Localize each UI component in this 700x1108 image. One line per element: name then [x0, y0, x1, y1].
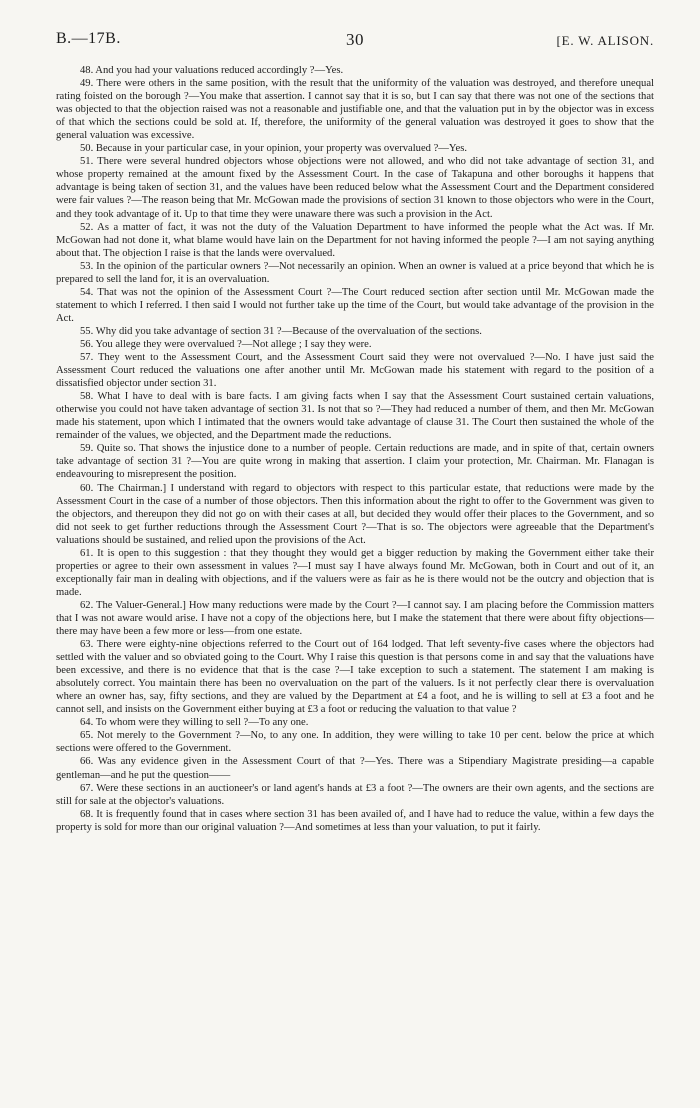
- paragraph-53: 53. In the opinion of the particular owners ?—Not necessarily an opinion. When an owner is valued at a price beyond that which he is prepared to sell the land for, it is an overvaluation.: [56, 260, 654, 285]
- paragraph-63: 63. There were eighty-nine objections referred to the Court out of 164 lodged. That left seventy-five cases where the objectors had settled with the valuer and so obviated going to the Court. Why I raise this question is that persons come in and say that the valuations have been excessive, and there is no evidence that that is the case ?—I take exception to such a statement. The statement I am making is absolutely correct. You maintain there has been no overvaluation on the part of the valuers. Is it not perfectly clear there is overvaluation where an owner has, say, fifty sections, and they are valued by the Department at £4 a foot, and he is willing to sell at £3 a foot and he cannot sell, and insists on the Government either buying at £3 a foot or reducing the valuation to that value ?: [56, 639, 654, 716]
- paragraph-58: 58. What I have to deal with is bare facts. I am giving facts when I say that the Assessment Court sustained certain valuations, otherwise you could not have taken advantage of section 31. Is not that so ?—They had reduced a number of them, and then Mr. McGowan made his statement, upon which I intimated that the owners would take advantage of clause 31. The Court then sustained the whole of the remainder of the values, we objected, and the Department made the reductions.: [56, 391, 654, 442]
- paragraph-65: 65. Not merely to the Government ?—No, to any one. In addition, they were willing to take 10 per cent. below the price at which sections were offered to the Government.: [56, 730, 654, 755]
- page-header: [56, 30, 654, 60]
- paragraph-51: 51. There were several hundred objectors whose objections were not allowed, and who did not take advantage of section 31, and whose property remained at the amount fixed by the Assessment Court. In the case of Takapuna and other boroughs it happens that advantage is being taken of section 31, and the values have been reduced below what the Assessment Court and the Department considered were fair values ?—The reason being that Mr. McGowan made the provisions of section 31 known to those objectors who were in the Court, and they took advantage of it. Up to that time they were unaware there was such a provision in the Act.: [56, 156, 654, 220]
- paragraph-62: 62. The Valuer-General.] How many reductions were made by the Court ?—I cannot say. I am placing before the Commission matters that I was not aware would arise. I have not a copy of the objections here, but I make the statement that there were about fifty objections—there may have been a few more or less—from one estate.: [56, 599, 654, 638]
- paragraph-55: 55. Why did you take advantage of section 31 ?—Because of the overvaluation of the sections.: [80, 325, 482, 337]
- paragraph-61: 61. It is open to this suggestion : that they thought they would get a bigger reduction by making the Government either take their properties or agree to their own assessment in values ?—I must say I have always found Mr. McGowan, both in Court and out of it, an exceptionally fair man in dealing with objections, and if the valuers were as fair as he is there would not be the outcry and objection that is made.: [56, 547, 654, 598]
- paragraph-64: 64. To whom were they willing to sell ?—To any one.: [80, 717, 309, 729]
- paragraph-68: 68. It is frequently found that in cases where section 31 has been availed of, and I have had to reduce the value, within a few days the property is sold for more than our original valuation ?—And sometimes at less than your valuation, to put it fairly.: [56, 808, 654, 833]
- paragraph-56: 56. You allege they were overvalued ?—Not allege ; I say they were.: [80, 338, 372, 350]
- witness-name: [E. W. ALISON.: [556, 33, 654, 48]
- page-number: 30: [346, 30, 364, 49]
- paragraph-48: 48. And you had your valuations reduced accordingly ?—Yes.: [80, 65, 344, 76]
- paragraph-50: 50. Because in your particular case, in your opinion, your property was overvalued ?—Yes.: [80, 143, 467, 155]
- paragraph-57: 57. They went to the Assessment Court, and the Assessment Court said they were not overvalued ?—No. I have just said the Assessment Court reduced the valuations one after another until Mr. McGowan made his statement with regard to the position of a dissatisfied objector under section 31.: [56, 352, 654, 390]
- paragraph-60: 60. The Chairman.] I understand with regard to objectors with respect to this particular estate, that reductions were made by the Assessment Court in the case of a number of those objectors. Then this information about the right to offer to the Government was given to the objectors, and thereupon they did not go on with their cases at all, but decided they would offer their places to the Government, and so did not seek to get further reductions through the Assessment Court ?—That is so. The objectors were agreeable that the Department's valuations should be sustained, and relied upon the provisions of the Act.: [56, 482, 654, 546]
- paragraph-54: 54. That was not the opinion of the Assessment Court ?—The Court reduced section after section until Mr. McGowan made the statement to which I referred. I then said I would not further take up the time of the Court, but would take advantage of the provision in the Act.: [56, 286, 654, 324]
- paragraph-52: 52. As a matter of fact, it was not the duty of the Valuation Department to have informed the people what the Act was. If Mr. McGowan had not done it, what blame would have lain on the Department for not having informed the people ?—I am not saying anything about that. The objection I raise is that the lands were overvalued.: [56, 221, 654, 259]
- document-reference: B.—17B.: [56, 30, 121, 47]
- paragraph-59: 59. Quite so. That shows the injustice done to a number of people. Certain reductions are made, and in spite of that, certain owners take advantage of section 31 ?—You are quite wrong in making that assertion. I claim your protection, Mr. Chairman. Mr. Flanagan is endeavouring to misrepresent the position.: [56, 443, 654, 481]
- paragraph-67: 67. Were these sections in an auctioneer's or land agent's hands at £3 a foot ?—The owners are their own agents, and the sections are still for sale at the objector's valuations.: [56, 782, 654, 807]
- paragraph-49: 49. There were others in the same position, with the result that the uniformity of the valuation was destroyed, and therefore unequal rating foisted on the borough ?—You make that assertion. I cannot say that it is so, but I can say that there was not one of the sections that was objected to that the objection raised was not a reasonable and justifiable one, and that the valuation put in by the objector was in excess of that which the sections could be sold at. If, therefore, the uniformity of the general valuation was destroyed it goes to show that the general valuation was excessive.: [56, 78, 654, 142]
- paragraph-66: 66. Was any evidence given in the Assessment Court of that ?—Yes. There was a Stipendiary Magistrate presiding—a capable gentleman—and he put the question——: [56, 756, 654, 781]
- evidence-body: [56, 64, 654, 834]
